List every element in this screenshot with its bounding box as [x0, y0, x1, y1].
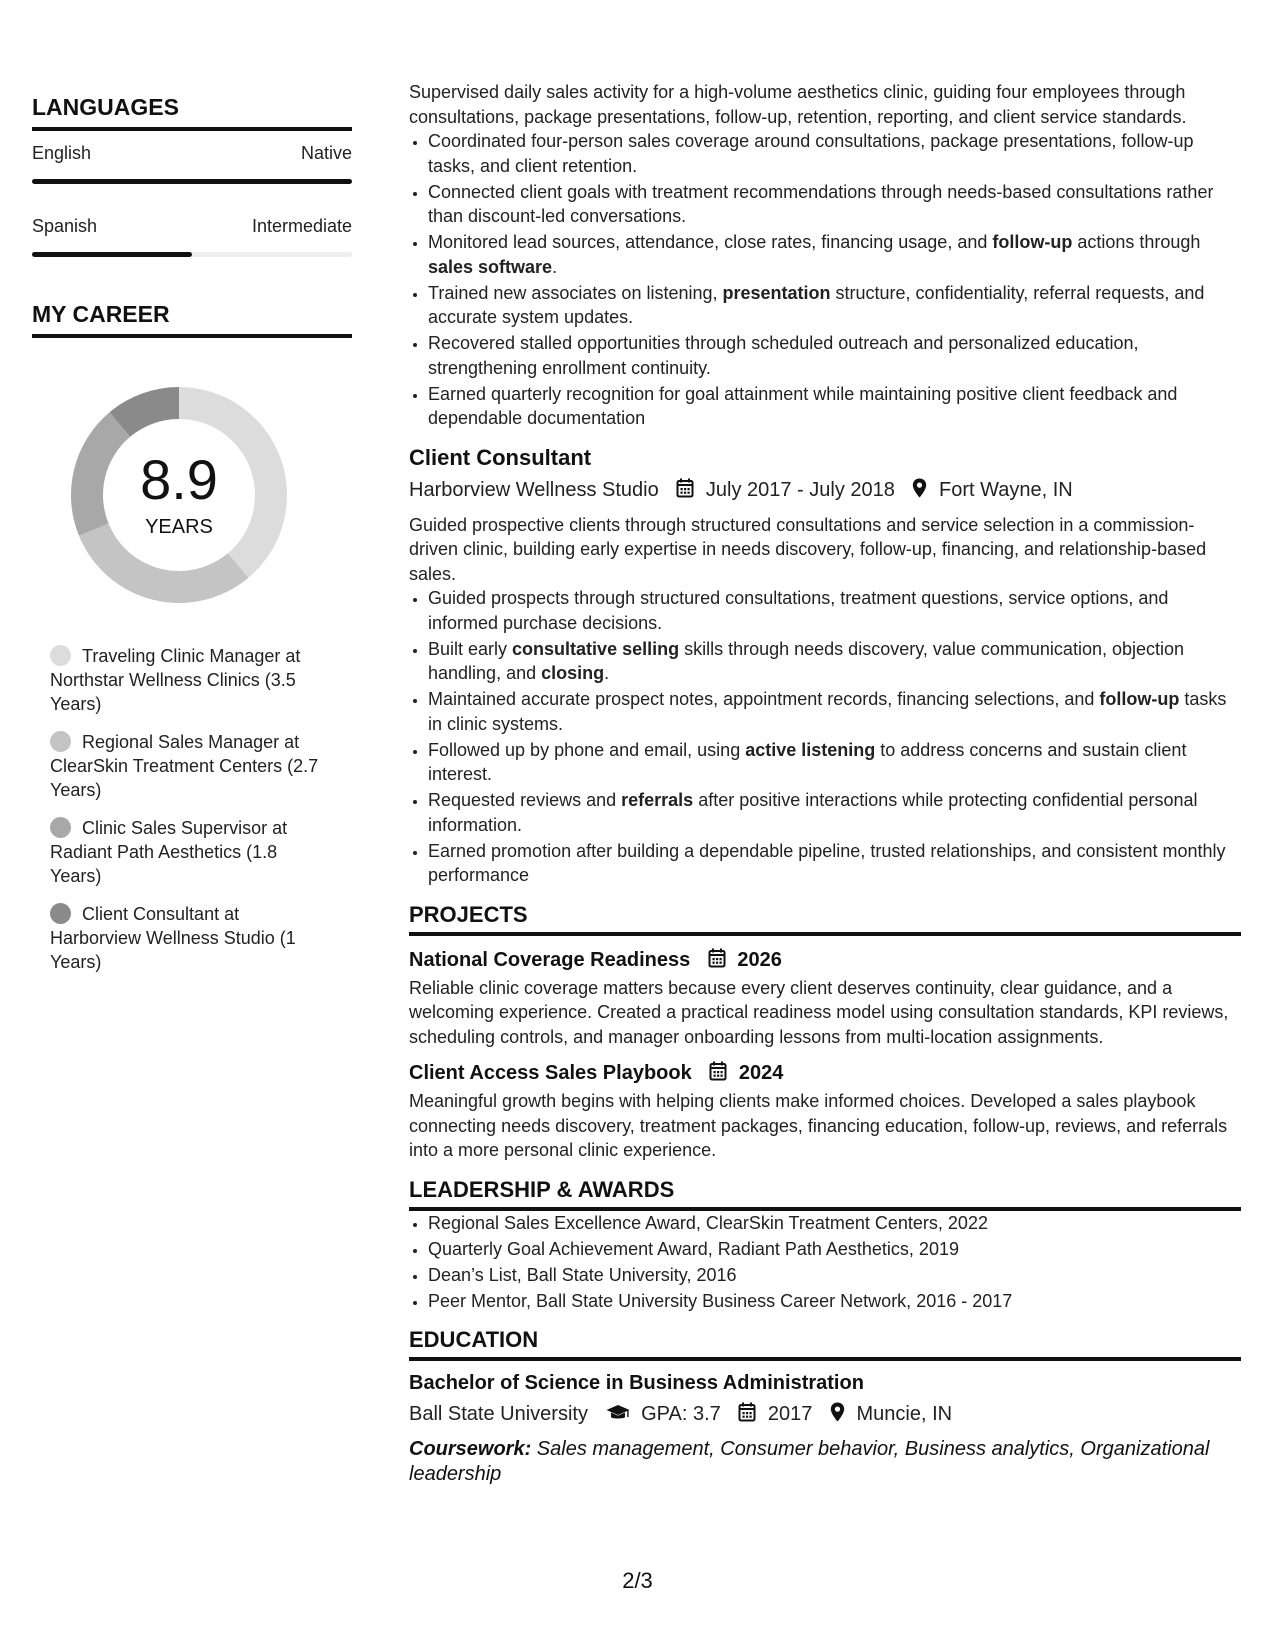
previous-role-bullet: • Monitored lead sources, attendance, close rates, financing usage, and follow-up actions through sales software. — [428, 230, 1241, 279]
career-legend-label: Clinic Sales Supervisor at Radiant Path Aesthetics (1.8 Years) — [50, 818, 288, 886]
career-legend-label: Regional Sales Manager at ClearSkin Treatment Centers (2.7 Years) — [50, 732, 319, 800]
job-bullet: • Built early consultative selling skills through needs discovery, value communication, objection handling, and closing. — [428, 637, 1241, 686]
career-section — [32, 301, 352, 974]
language-proficiency-fill — [32, 252, 192, 257]
project-name: National Coverage Readiness — [409, 948, 691, 971]
career-legend-item — [50, 902, 320, 974]
education-year: 2017 — [767, 1403, 813, 1425]
project-year: 2026 — [737, 948, 782, 971]
job-meta — [409, 475, 1241, 507]
project-item — [409, 946, 1241, 1050]
bold-keyword: presentation — [722, 282, 831, 303]
awards-list — [409, 1211, 1241, 1314]
page-number: 2/3 — [622, 1568, 653, 1593]
career-total-years: 8.9 — [140, 448, 218, 511]
language-row — [32, 143, 352, 167]
award-item: • Peer Mentor, Ball State University Business Career Network, 2016 - 2017 — [428, 1289, 1241, 1314]
legend-color-dot — [50, 645, 71, 666]
career-legend-label: Traveling Clinic Manager at Northstar Wellness Clinics (3.5 Years) — [50, 646, 301, 714]
calendar-icon — [676, 477, 694, 507]
calendar-icon — [738, 1401, 756, 1431]
education-meta — [409, 1399, 1241, 1431]
previous-role-bullet: • Recovered stalled opportunities through scheduled outreach and personalized education, strengthening enrollment continuity. — [428, 331, 1241, 380]
language-name: English — [32, 143, 92, 163]
map-pin-icon — [830, 1401, 845, 1431]
education-degree: Bachelor of Science in Business Administration — [409, 1372, 864, 1394]
coursework-label: Coursework: — [409, 1438, 532, 1460]
job-bullets — [409, 586, 1241, 888]
language-name: Spanish — [32, 216, 98, 236]
education-heading: EDUCATION — [409, 1327, 1241, 1361]
award-item: • Regional Sales Excellence Award, ClearSkin Treatment Centers, 2022 — [428, 1211, 1241, 1236]
bold-keyword: sales software — [428, 256, 553, 277]
calendar-icon — [709, 1061, 727, 1089]
bold-keyword: active listening — [745, 739, 876, 760]
bold-keyword: closing — [541, 663, 605, 683]
job-bullet: • Maintained accurate prospect notes, appointment records, financing selections, and follow-up tasks in clinic systems. — [428, 687, 1241, 736]
career-legend-item — [50, 730, 320, 802]
coursework-list: Sales management, Consumer behavior, Business analytics, Organizational leadership — [409, 1438, 1210, 1485]
education-gpa: GPA: 3.7 — [641, 1403, 721, 1425]
language-row — [32, 216, 352, 240]
project-description: Reliable clinic coverage matters because every client deserves continuity, clear guidance, and a welcoming experience. Created a practical readiness model using consultation standards, KPI reviews, scheduling controls, and manager onboarding lessons from multi-location assignments. — [409, 977, 1229, 1047]
project-name: Client Access Sales Playbook — [409, 1062, 692, 1084]
project-item — [409, 1059, 1241, 1163]
language-item — [32, 143, 352, 184]
job-title: Client Consultant — [409, 444, 592, 470]
education-location: Muncie, IN — [856, 1403, 953, 1425]
map-pin-icon — [912, 477, 927, 507]
language-proficiency-fill — [32, 179, 352, 184]
project-title-row — [409, 946, 1241, 976]
previous-role-summary: Supervised daily sales activity for a high-volume aesthetics clinic, guiding four employees through consultations, package presentations, follow-up, retention, reporting, and client service standards. — [409, 82, 1187, 127]
language-proficiency-bar — [32, 252, 352, 257]
career-heading: MY CAREER — [32, 301, 352, 338]
career-legend-label: Client Consultant at Harborview Wellness Studio (1 Years) — [50, 904, 296, 972]
bold-keyword: referrals — [621, 790, 694, 810]
job-bullet: • Guided prospects through structured consultations, treatment questions, service options, and informed purchase decisions. — [428, 586, 1241, 635]
job-company: Harborview Wellness Studio — [409, 478, 659, 501]
sidebar — [32, 94, 352, 988]
award-item: • Quarterly Goal Achievement Award, Radiant Path Aesthetics, 2019 — [428, 1237, 1241, 1262]
career-donut-chart — [64, 380, 294, 610]
education-school: Ball State University — [409, 1403, 588, 1425]
legend-color-dot — [50, 903, 71, 924]
languages-heading: LANGUAGES — [32, 94, 352, 131]
job-dates: July 2017 - July 2018 — [705, 478, 895, 501]
job-bullet: • Earned promotion after building a dependable pipeline, trusted relationships, and consistent monthly performance — [428, 839, 1241, 888]
language-level: Native — [300, 143, 352, 163]
career-legend — [32, 644, 352, 974]
previous-role-bullets — [409, 129, 1241, 431]
career-legend-item — [50, 816, 320, 888]
previous-role-bullet: • Earned quarterly recognition for goal attainment while maintaining positive client feedback and dependable documentation — [428, 382, 1241, 431]
job-bullet: • Requested reviews and referrals after positive interactions while protecting confidential personal information. — [428, 788, 1241, 837]
previous-role-bullet: • Connected client goals with treatment recommendations through needs-based consultations rather than discount-led conversations. — [428, 180, 1241, 229]
bold-keyword: follow-up — [992, 232, 1073, 252]
job-bullet: • Followed up by phone and email, using active listening to address concerns and sustain client interest. — [428, 738, 1241, 787]
project-year: 2024 — [738, 1062, 784, 1084]
project-description: Meaningful growth begins with helping clients make informed choices. Developed a sales playbook connecting needs discovery, treatment packages, financing education, follow-up, reviews, and referrals into a more personal clinic experience. — [409, 1091, 1228, 1160]
language-level: Intermediate — [251, 216, 352, 236]
project-title-row — [409, 1059, 1241, 1089]
job-summary: Guided prospective clients through structured consultations and service selection in a commission-driven clinic, building early expertise in needs discovery, follow-up, financing, and relationship-based sales. — [409, 514, 1207, 584]
language-item — [32, 216, 352, 257]
award-item: • Dean’s List, Ball State University, 2016 — [428, 1263, 1241, 1288]
education-coursework — [409, 1437, 1241, 1487]
language-proficiency-bar — [32, 179, 352, 184]
awards-heading: LEADERSHIP & AWARDS — [409, 1177, 1241, 1211]
graduation-cap-icon — [606, 1401, 630, 1431]
bold-keyword: follow-up — [1099, 689, 1180, 709]
previous-role-bullet: • Trained new associates on listening, presentation structure, confidentiality, referral requests, and accurate system updates. — [428, 281, 1241, 330]
legend-color-dot — [50, 731, 71, 752]
projects-heading: PROJECTS — [409, 902, 1241, 936]
previous-role-bullet: • Coordinated four-person sales coverage around consultations, package presentations, follow-up tasks, and client retention. — [428, 129, 1241, 178]
career-years-unit: YEARS — [145, 516, 213, 538]
calendar-icon — [708, 948, 726, 976]
legend-color-dot — [50, 817, 71, 838]
career-legend-item — [50, 644, 320, 716]
language-list — [32, 143, 352, 257]
main-content — [409, 80, 1241, 1487]
bold-keyword: consultative selling — [512, 638, 680, 659]
job-location: Fort Wayne, IN — [939, 478, 1073, 501]
